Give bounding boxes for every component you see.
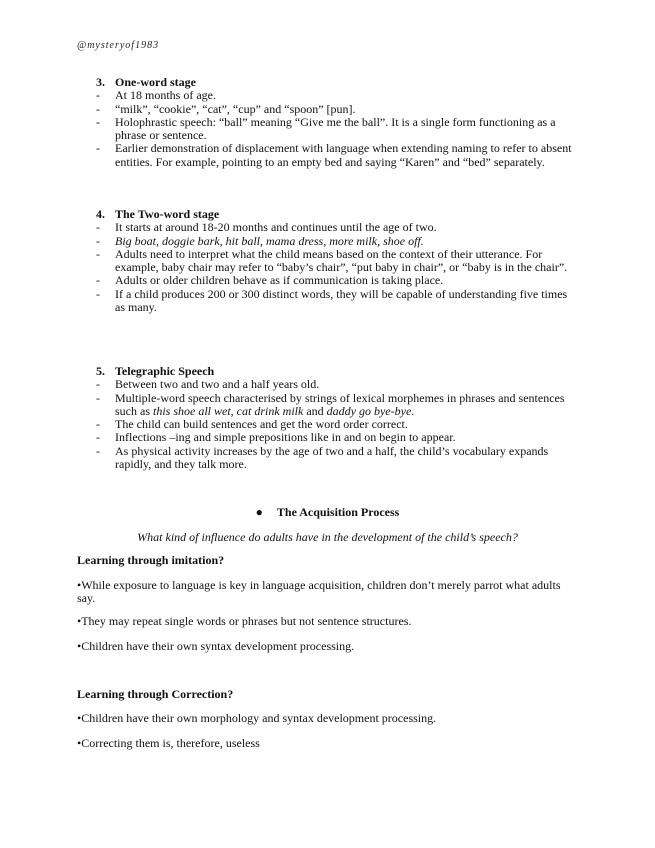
imitation-heading: Learning through imitation? [77,553,225,567]
example-phrase: cat drink milk [236,403,304,418]
list-item-text: Inflections –ing and simple prepositions like in and on begin to appear. [115,430,456,445]
section-two-word-stage [96,208,576,314]
correction-heading: Learning through Correction? [77,687,234,701]
list-item [96,142,576,169]
dash-marker: - [96,273,100,288]
section-title-text: One-word stage [115,75,196,89]
example-phrase: daddy go bye-bye [326,403,412,418]
correction-paragraph-2: •Correcting them is, therefore, useless [77,736,260,750]
separator-text: . [411,403,415,418]
dash-marker: - [96,233,100,248]
dash-marker: - [96,417,100,432]
section-title [96,208,576,221]
acquisition-title [0,505,655,520]
dash-marker: - [96,220,100,235]
acquisition-title-text: The Acquisition Process [276,505,400,519]
section-one-word-stage [96,76,576,169]
section-title [96,76,576,89]
list-item [96,221,576,234]
section-title [96,365,576,378]
list-item [96,418,576,431]
list-item-text: It starts at around 18-20 months and continues until the age of two. [115,220,437,235]
list-item [96,89,576,102]
example-phrase: this shoe all wet [153,403,231,418]
section-title-text: The Two-word stage [115,207,220,221]
list-item [96,288,576,315]
list-item [96,103,576,116]
dash-marker: - [96,114,100,129]
list-item [96,248,576,275]
watermark: @mysteryof1983 [77,40,160,51]
dash-marker: - [96,286,100,301]
list-item [96,445,576,472]
list-item-text: “milk”, “cookie”, “cat”, “cup” and “spoon” [pun]. [115,101,356,116]
list-item-text: Holophrastic speech: “ball” meaning “Give me the ball”. It is a single form functioning as a phrase or sentence. [115,114,556,143]
list-item [96,235,576,248]
dash-marker: - [96,246,100,261]
list-item [96,392,576,419]
imitation-paragraph-2: •They may repeat single words or phrases but not sentence structures. [77,614,412,628]
section-title-text: Telegraphic Speech [115,364,215,378]
section-number: 3. [96,75,105,89]
section-telegraphic-speech [96,365,576,471]
section-number: 4. [96,207,105,221]
bullet-icon: ● [255,505,263,519]
list-item-text: Earlier demonstration of displacement with language when extending naming to refer to absent entities. For example, pointing to an empty bed and saying “Karen” and “bed” separately. [115,141,572,169]
dash-marker: - [96,377,100,392]
list-item [96,431,576,444]
dash-marker: - [96,430,100,445]
dash-marker: - [96,101,100,116]
list-item [96,116,576,143]
dash-marker: - [96,88,100,103]
list-item-text: If a child produces 200 or 300 distinct words, they will be capable of understanding five times as many. [115,286,568,315]
correction-paragraph-1: •Children have their own morphology and syntax development processing. [77,711,437,725]
list-item [96,378,576,391]
list-item-text: Adults or older children behave as if communication is taking place. [115,273,444,288]
section-number: 5. [96,364,105,378]
list-item-text: The child can build sentences and get the word order correct. [115,417,408,432]
dash-marker: - [96,443,100,458]
dash-marker: - [96,141,100,156]
separator-text: and [303,403,327,418]
dash-marker: - [96,390,100,405]
acquisition-question: What kind of influence do adults have in the development of the child’s speech? [137,530,518,544]
list-item-text: As physical activity increases by the age of two and a half, the child’s vocabulary expands rapidly, and they talk more. [115,443,549,472]
list-item-text: Big boat, doggie bark, hit ball, mama dress, more milk, shoe off. [115,233,424,248]
separator-text: , [230,403,237,418]
list-item [96,274,576,287]
list-item-text: Adults need to interpret what the child means based on the context of their utterance. For example, baby chair may refer to “baby’s chair”, “put baby in chair”, or “baby is in the chair”. [115,246,568,275]
list-item-text: At 18 months of age. [115,88,216,103]
imitation-paragraph-3: •Children have their own syntax development processing. [77,639,355,653]
imitation-paragraph-1: •While exposure to language is key in language acquisition, children don’t merely parrot what adults say. [77,578,561,606]
list-item-text: Multiple-word speech characterised by strings of lexical morphemes in phrases and sentences such as [115,390,565,418]
list-item-text: Between two and two and a half years old. [115,377,320,392]
